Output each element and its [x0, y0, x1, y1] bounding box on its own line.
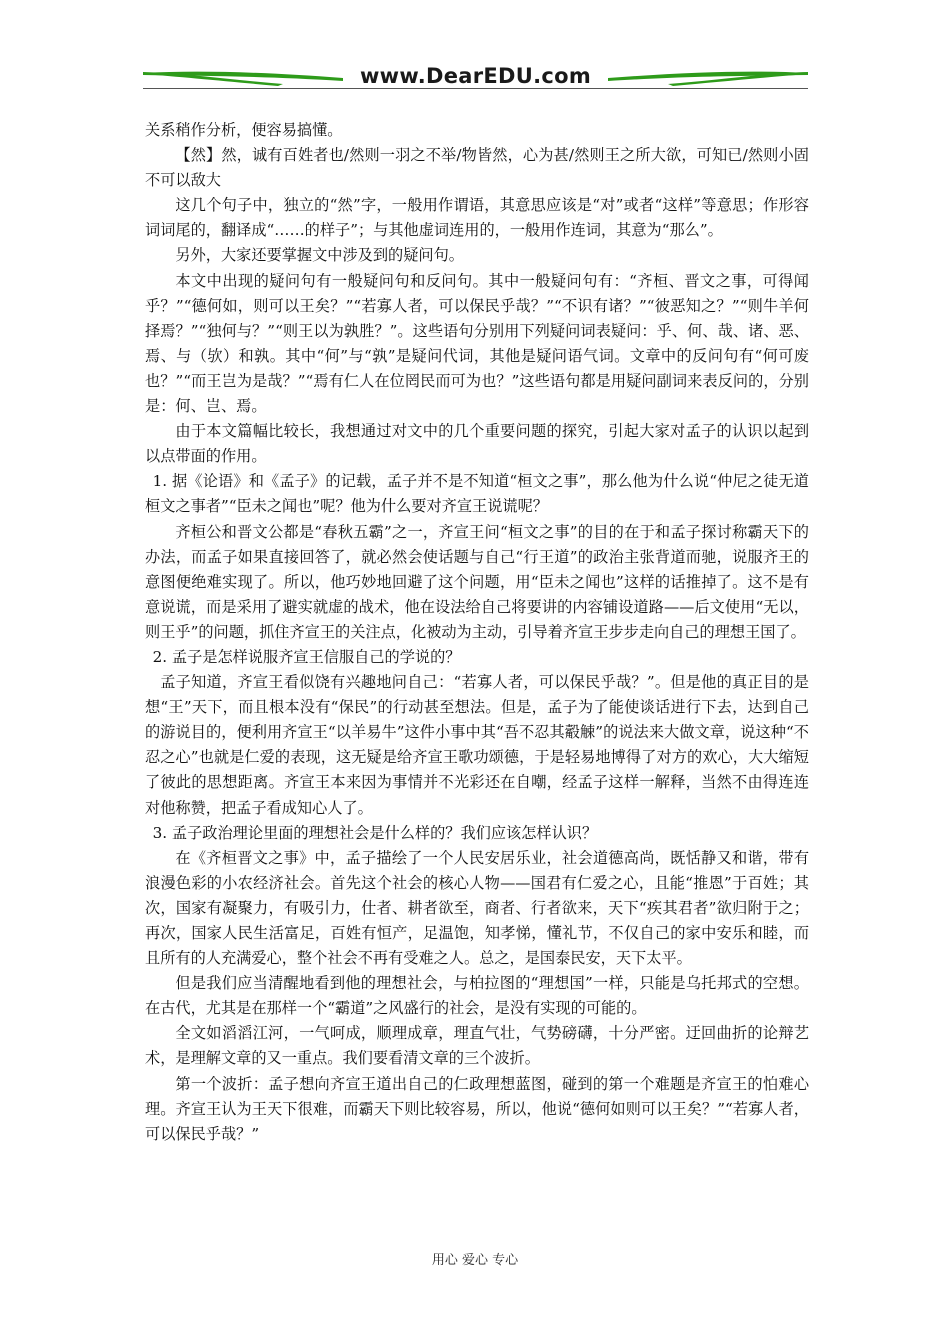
- document-body: [145, 118, 809, 1147]
- header-divider: [143, 88, 808, 89]
- site-name: www.DearEDU.com: [359, 64, 592, 88]
- question-heading: 3. 孟子政治理论里面的理想社会是什么样的？我们应该怎样认识？: [152, 823, 598, 842]
- paragraph: 齐桓公和晋文公都是“春秋五霸”之一，齐宣王问“桓文之事”的目的在于和孟子探讨称霸天下的办法，而孟子如果直接回答了，就必然会使话题与自己“行王道”的政治主张背道而驰，说服齐王的意图便绝难实现了。所以，他巧妙地回避了这个问题，用“臣未之闻也”这样的话推掉了。这不是有意说谎，而是采用了避实就虚的战术，他在设法给自己将要讲的内容铺设道路——后文使用“无以，则王乎”的问题，抓住齐宣王的关注点，化被动为主动，引导着齐宣王步步走向自己的理想王国了。: [145, 522, 809, 641]
- paragraph: 另外，大家还要掌握文中涉及到的疑问句。: [175, 246, 464, 265]
- paragraph: 关系稍作分析，便容易搞懂。: [145, 121, 343, 139]
- question-heading: 2. 孟子是怎样说服齐宣王信服自己的学说的？: [152, 647, 461, 666]
- paragraph: 全文如滔滔江河，一气呵成，顺理成章，理直气壮，气势磅礴，十分严密。迂回曲折的论辩艺术，是理解文章的又一重点。我们要看清文章的三个波折。: [145, 1024, 809, 1068]
- paragraph: 由于本文篇幅比较长，我想通过对文中的几个重要问题的探究，引起大家对孟子的认识以起到以点带面的作用。: [145, 422, 809, 466]
- paragraph: 但是我们应当清醒地看到他的理想社会，与柏拉图的“理想国”一样，只能是乌托邦式的空想。在古代，尤其是在那样一个“霸道”之风盛行的社会，是没有实现的可能的。: [145, 974, 809, 1018]
- paragraph: 【然】然，诚有百姓者也/然则一羽之不举/物皆然，心为甚/然则王之所大欲，可知已/然则小固不可以敌大: [145, 146, 809, 190]
- paragraph: 孟子知道，齐宣王看似饶有兴趣地问自己：“若寡人者，可以保民乎哉？”。但是他的真正目的是想“王”天下，而且根本没有“保民”的行动甚至想法。但是，孟子为了能使谈话进行下去，达到自己的游说目的，便利用齐宣王“以羊易牛”这件小事中其“吾不忍其觳觫”的说法来大做文章，说这种“不忍之心”也就是仁爱的表现，这无疑是给齐宣王歌功颂德，于是轻易地博得了对方的欢心，大大缩短了彼此的思想距离。齐宣王本来因为事情并不光彩还在自嘲，经孟子这样一解释，当然不由得连连对他称赞，把孟子看成知心人了。: [145, 673, 809, 817]
- page-footer: 用心 爱心 专心: [431, 1253, 519, 1268]
- paragraph: 本文中出现的疑问句有一般疑问句和反问句。其中一般疑问句有：“齐桓、晋文之事，可得闻乎？”“德何如，则可以王矣？”“若寡人者，可以保民乎哉？”“不识有诸？”“彼恶知之？”“则牛羊何择焉？”“独何与？”“则王以为孰胜？”。这些语句分别用下列疑问词表疑问：乎、何、哉、诸、恶、焉、与（欤）和孰。其中“何”与“孰”是疑问代词，其他是疑问语气词。文章中的反问句有“何可废也？”“而王岂为是哉？”“焉有仁人在位罔民而可为也？”这些语句都是用疑问副词来表反问的，分别是：何、岂、焉。: [145, 271, 809, 416]
- question-heading: 1. 据《论语》和《孟子》的记载，孟子并不是不知道“桓文之事”，那么他为什么说“仲尼之徒无道桓文之事者”“臣未之闻也”呢？他为什么要对齐宣王说谎呢？: [145, 472, 809, 516]
- paragraph: 在《齐桓晋文之事》中，孟子描绘了一个人民安居乐业，社会道德高尚，既恬静又和谐，带有浪漫色彩的小农经济社会。首先这个社会的核心人物——国君有仁爱之心，且能“推恩”于百姓；其次，国家有凝聚力，有吸引力，仕者、耕者欲至，商者、行者欲来，天下“疾其君者”欲归附于之；再次，国家人民生活富足，百姓有恒产，足温饱，知孝悌，懂礼节，不仅自己的家中安乐和睦，而且所有的人充满爱心，整个社会不再有受难之人。总之，是国泰民安，天下太平。: [145, 848, 809, 968]
- paragraph: 第一个波折：孟子想向齐宣王道出自己的仁政理想蓝图，碰到的第一个难题是齐宣王的怕难心理。齐宣王认为王天下很难，而霸天下则比较容易，所以，他说“德何如则可以王矣？”“若寡人者，可以保民乎哉？”: [145, 1074, 809, 1143]
- paragraph: 这几个句子中，独立的“然”字，一般用作谓语，其意思应该是“对”或者“这样”等意思；作形容词词尾的，翻译成“……的样子”；与其他虚词连用的，一般用作连词，其意为“那么”。: [145, 196, 809, 240]
